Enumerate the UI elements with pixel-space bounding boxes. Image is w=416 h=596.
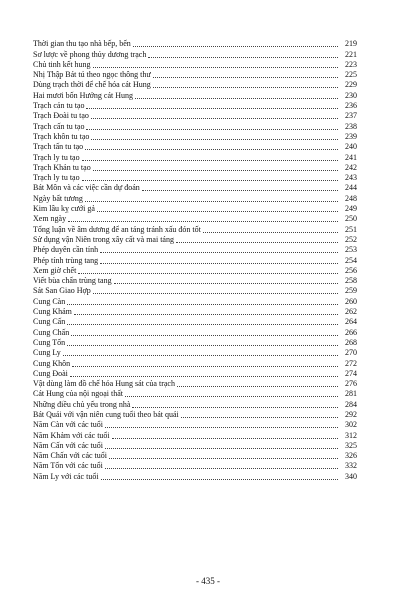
dot-leader: [93, 67, 338, 68]
toc-entry: [33, 80, 357, 90]
toc-entry-page: 230: [345, 90, 357, 100]
toc-entry: [33, 142, 357, 152]
dot-leader: [97, 211, 338, 212]
toc-entry-title: Năm Cấn với các tuổi: [33, 440, 103, 450]
page-number: - 435 -: [196, 576, 220, 586]
toc-entry: [33, 224, 357, 234]
dot-leader: [153, 77, 338, 78]
toc-entry-page: 281: [345, 389, 357, 399]
dot-leader: [74, 314, 338, 315]
dot-leader: [100, 263, 338, 264]
toc-entry-page: 266: [345, 327, 357, 337]
toc-entry-page: 223: [345, 59, 357, 69]
toc-entry-title: Trạch khôn tu tạo: [33, 131, 90, 141]
dot-leader: [148, 57, 338, 58]
dot-leader: [109, 458, 338, 459]
toc-entry-title: Trạch cản tu tạo: [33, 101, 85, 111]
toc-entry-title: Viết bùa chấn trùng tang: [33, 276, 112, 286]
toc-entry-page: 284: [345, 399, 357, 409]
toc-entry-title: Xem ngày: [33, 214, 67, 224]
toc-entry: [33, 369, 357, 379]
toc-entry-page: 219: [345, 39, 357, 49]
toc-entry: [33, 410, 357, 420]
dot-leader: [93, 293, 338, 294]
toc-entry-page: 332: [345, 461, 357, 471]
dot-leader: [67, 304, 338, 305]
toc-entry-page: 312: [345, 430, 357, 440]
toc-entry: [33, 420, 357, 430]
toc-entry-title: Sát San Giao Hợp: [33, 286, 91, 296]
toc-entry-title: Năm Khảm với các tuổi: [33, 430, 110, 440]
toc-entry-title: Chủ tinh kết hung: [33, 59, 91, 69]
toc-entry: [33, 152, 357, 162]
toc-entry: [33, 327, 357, 337]
dot-leader: [142, 190, 338, 191]
toc-entry-title: Tổng luận về âm dương để an táng tránh xấu đón tốt: [33, 224, 201, 234]
toc-entry: [33, 399, 357, 409]
toc-entry-title: Trạch ly tu tạo: [33, 152, 80, 162]
toc-entry-page: 243: [345, 173, 357, 183]
toc-entry-page: 253: [345, 245, 357, 255]
toc-entry: [33, 39, 357, 49]
toc-entry-page: 302: [345, 420, 357, 430]
toc-entry: [33, 193, 357, 203]
toc-entry: [33, 379, 357, 389]
toc-entry: [33, 60, 357, 70]
toc-entry: [33, 101, 357, 111]
toc-entry: [33, 389, 357, 399]
toc-entry: [33, 132, 357, 142]
dot-leader: [105, 448, 338, 449]
toc-entry: [33, 90, 357, 100]
toc-entry-title: Trạch Đoài tu tạo: [33, 111, 89, 121]
toc-entry-title: Phép tính trùng tang: [33, 255, 99, 265]
toc-entry: [33, 358, 357, 368]
dot-leader: [71, 335, 338, 336]
toc-entry-page: 340: [345, 471, 357, 481]
toc-entry-title: Sử dụng vận Niên trong xây cất và mai táng: [33, 234, 174, 244]
dot-leader: [86, 129, 338, 130]
toc-entry: [33, 430, 357, 440]
dot-leader: [68, 221, 338, 222]
toc-entry: [33, 49, 357, 59]
dot-leader: [132, 407, 338, 408]
toc-entry: [33, 183, 357, 193]
toc-entry: [33, 471, 357, 481]
dot-leader: [125, 396, 338, 397]
toc-entry-page: 258: [345, 276, 357, 286]
toc-entry-title: Trạch ly tu tạo: [33, 173, 80, 183]
dot-leader: [93, 170, 338, 171]
toc-entry-title: Sơ lược về phong thủy dương trạch: [33, 49, 147, 59]
toc-entry-title: Kim lâu kỵ cưới gả: [33, 204, 95, 214]
dot-leader: [114, 283, 338, 284]
toc-entry-title: Năm Chấn với các tuổi: [33, 451, 107, 461]
dot-leader: [203, 232, 338, 233]
dot-leader: [105, 427, 338, 428]
toc-entry: [33, 441, 357, 451]
dot-leader: [91, 118, 338, 119]
toc-entry: [33, 111, 357, 121]
toc-entry: [33, 451, 357, 461]
toc-entry-page: 236: [345, 101, 357, 111]
toc-entry: [33, 173, 357, 183]
toc-entry-title: Trạch cấn tu tạo: [33, 121, 85, 131]
toc-entry-title: Phép duyên cần tính: [33, 245, 99, 255]
toc-entry-title: Cung Khảm: [33, 307, 72, 317]
toc-entry-title: Cung Khôn: [33, 358, 71, 368]
toc-entry-title: Xem giờ chết: [33, 265, 77, 275]
toc-entry-page: 238: [345, 121, 357, 131]
toc-entry: [33, 245, 357, 255]
toc-entry-title: Dùng trạch thời để chế hóa cát Hung: [33, 80, 151, 90]
toc-entry: [33, 338, 357, 348]
toc-entry-page: 264: [345, 317, 357, 327]
dot-leader: [105, 468, 338, 469]
toc-entry-title: Cung Cấn: [33, 317, 66, 327]
dot-leader: [91, 139, 338, 140]
toc-entry-title: Thời gian thu tạo nhà bếp, bến: [33, 39, 131, 49]
toc-entry-title: Ngày bất tương: [33, 193, 83, 203]
dot-leader: [63, 355, 338, 356]
toc-entry-page: 225: [345, 70, 357, 80]
toc-entry-page: 259: [345, 286, 357, 296]
dot-leader: [72, 366, 338, 367]
toc-entry-title: Vật dùng làm đồ chế hóa Hung sát của trạch: [33, 379, 175, 389]
toc-entry-page: 256: [345, 265, 357, 275]
toc-entry: [33, 163, 357, 173]
toc-entry: [33, 307, 357, 317]
toc-entry-title: Những điều chủ yếu trong nhà: [33, 399, 131, 409]
toc-entry-page: 249: [345, 204, 357, 214]
toc-entry-title: Bát Môn và các việc cần dự đoán: [33, 183, 140, 193]
toc-entry: [33, 235, 357, 245]
dot-leader: [101, 479, 338, 480]
toc-entry-page: 254: [345, 255, 357, 265]
toc-entry-title: Bát Quái với vận niên cung tuổi theo bát quái: [33, 409, 179, 419]
dot-leader: [70, 376, 338, 377]
toc-entry: [33, 214, 357, 224]
dot-leader: [78, 273, 338, 274]
toc-entry-page: 241: [345, 152, 357, 162]
dot-leader: [85, 149, 338, 150]
toc-entry-title: Cung Càn: [33, 296, 66, 306]
dot-leader: [135, 98, 338, 99]
toc-entry-page: 250: [345, 214, 357, 224]
dot-leader: [67, 324, 338, 325]
toc-entry: [33, 266, 357, 276]
toc-entry-page: 248: [345, 193, 357, 203]
toc-entry-page: 242: [345, 162, 357, 172]
toc-entry: [33, 121, 357, 131]
toc-entry: [33, 296, 357, 306]
toc-entry-page: 229: [345, 80, 357, 90]
toc-entry-title: Năm Ly với các tuổi: [33, 471, 99, 481]
dot-leader: [153, 87, 338, 88]
dot-leader: [86, 108, 338, 109]
toc-entry-title: Cung Ly: [33, 348, 61, 358]
dot-leader: [181, 417, 338, 418]
toc-entry-page: 276: [345, 379, 357, 389]
toc-entry-title: Hai mươi bốn Hướng cát Hung: [33, 90, 134, 100]
toc-entry: [33, 461, 357, 471]
toc-entry-page: 272: [345, 358, 357, 368]
table-of-contents: [33, 39, 357, 482]
toc-entry-title: Trạch Khản tu tạo: [33, 162, 91, 172]
toc-entry-page: 270: [345, 348, 357, 358]
dot-leader: [100, 252, 338, 253]
toc-entry: [33, 255, 357, 265]
dot-leader: [133, 46, 338, 47]
toc-entry-page: 251: [345, 224, 357, 234]
toc-entry-title: Năm Tốn với các tuổi: [33, 461, 103, 471]
toc-entry: [33, 286, 357, 296]
toc-entry-page: 292: [345, 409, 357, 419]
dot-leader: [112, 438, 338, 439]
toc-entry-title: Trạch tấn tu tạo: [33, 142, 84, 152]
dot-leader: [176, 242, 338, 243]
toc-entry-page: 239: [345, 131, 357, 141]
dot-leader: [82, 160, 338, 161]
toc-entry-page: 274: [345, 368, 357, 378]
dot-leader: [82, 180, 338, 181]
toc-entry-page: 244: [345, 183, 357, 193]
toc-entry: [33, 348, 357, 358]
toc-entry-page: 221: [345, 49, 357, 59]
toc-entry-page: 268: [345, 337, 357, 347]
toc-entry-page: 326: [345, 451, 357, 461]
toc-entry-title: Năm Càn với các tuổi: [33, 420, 103, 430]
toc-entry-title: Cung Tốn: [33, 337, 66, 347]
toc-entry-page: 252: [345, 234, 357, 244]
toc-entry: [33, 276, 357, 286]
toc-entry-page: 260: [345, 296, 357, 306]
toc-entry-title: Cung Chấn: [33, 327, 70, 337]
toc-entry-title: Cát Hung của nội ngoại thất: [33, 389, 123, 399]
toc-entry-page: 262: [345, 307, 357, 317]
toc-entry-page: 325: [345, 440, 357, 450]
toc-entry-page: 237: [345, 111, 357, 121]
dot-leader: [67, 345, 338, 346]
toc-entry: [33, 317, 357, 327]
dot-leader: [177, 386, 338, 387]
toc-entry: [33, 70, 357, 80]
toc-entry-title: Nhị Thập Bát tú theo ngọc thông thư: [33, 70, 151, 80]
toc-entry: [33, 204, 357, 214]
dot-leader: [85, 201, 338, 202]
toc-entry-title: Cung Đoài: [33, 368, 68, 378]
toc-entry-page: 240: [345, 142, 357, 152]
